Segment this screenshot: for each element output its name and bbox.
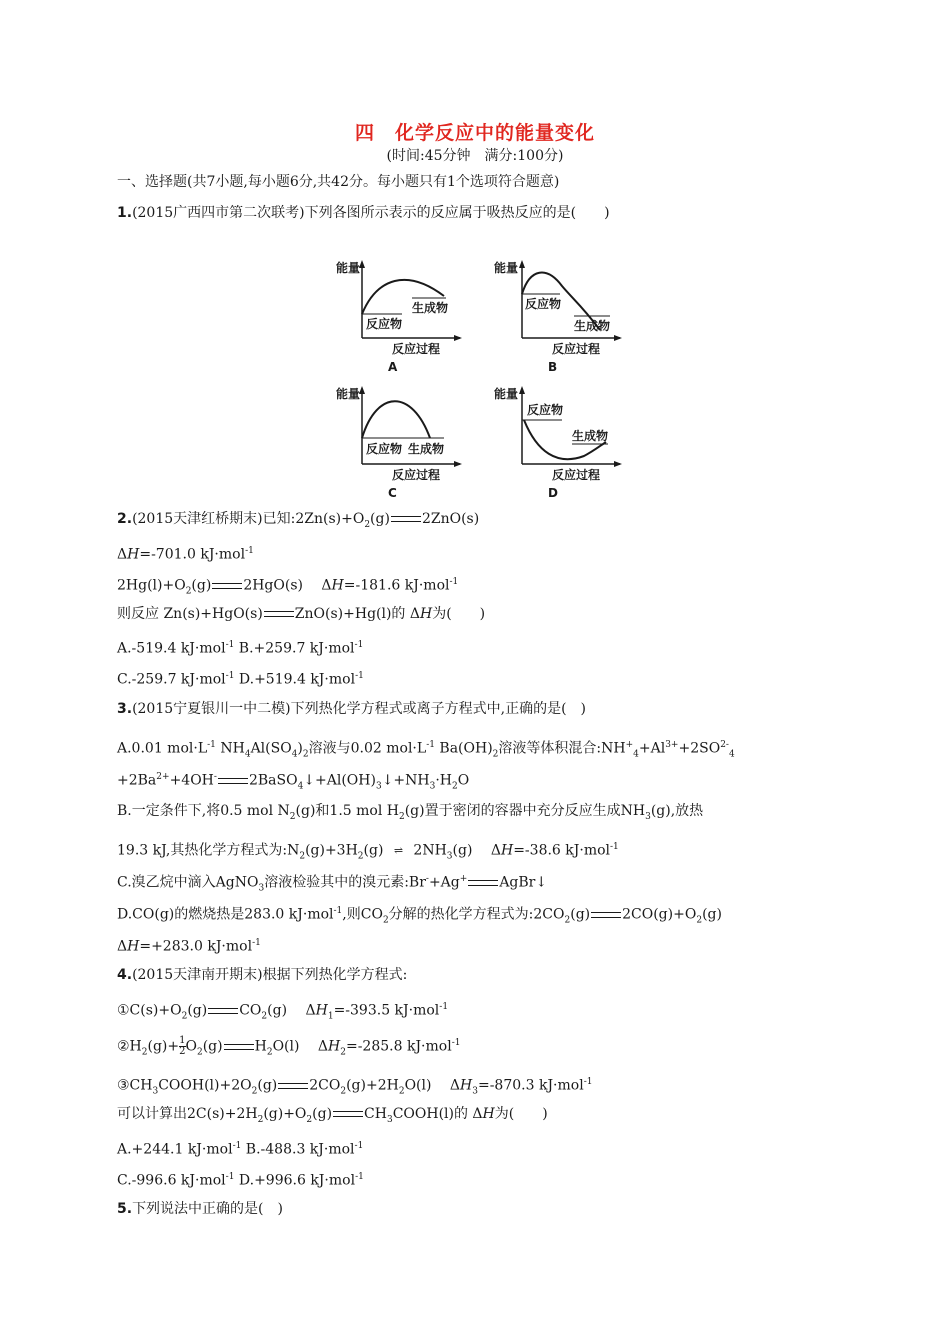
option-a: A.+244.1 kJ·mol: [117, 1141, 233, 1158]
q2-dh1: ΔH=-701.0 kJ·mol$^{-1}$: [117, 546, 254, 563]
product-label: 生成物: [412, 301, 449, 315]
product-label: 生成物: [572, 429, 609, 443]
page-title: 四 化学反应中的能量变化: [354, 122, 595, 144]
option-b: B.-488.3 kJ·mol: [245, 1141, 355, 1158]
q3-option-c: C.溴乙烷中滴入AgNO$_3$溶液检验其中的溴元素:Br-+Ag+ AgBr↓: [117, 874, 548, 894]
question-number: 3.: [117, 701, 133, 717]
page-subtitle: (时间:45分钟 满分:100分): [386, 148, 564, 164]
reactant-label: 反应物: [366, 317, 403, 331]
option-d: D.+519.4 kJ·mol: [238, 671, 356, 688]
q3-option-b-cont: 19.3 kJ,其热化学方程式为$:N_2(g)+3H_2(g)$ ⇌ $2NH_3(g)$ ΔH=-38.6 kJ·mol$^{-1}$: [117, 842, 619, 862]
reactant-label: 反应物: [366, 442, 403, 456]
reactant-label: 反应物: [527, 403, 564, 417]
q2-prompt: 则反应 Zn(s)+HgO(s) ZnO(s)+Hg(l)的 ΔH为( ): [117, 606, 486, 622]
q3-option-d-cont: ΔH=+283.0 kJ·mol$^{-1}$: [117, 938, 261, 955]
q4-equation-2: $②H_2(g)+$ $\frac{1}{2}$ $O_2(g)$ $H_2O(l)$ $\Delta H_2=-285.8$ kJ·mol$^{-1}$: [117, 1035, 461, 1058]
product-label: 生成物: [408, 442, 445, 456]
option-c: C.-259.7 kJ·mol: [117, 671, 226, 688]
q3-option-d: D.CO(g)的燃烧热是283.0 kJ·mol$^{-1}$,则$CO_2$分解的热化学方程式为$:2CO_2(g)$ $2CO(g)+O_2(g)$: [117, 906, 722, 926]
energy-label: 能量: [494, 261, 519, 275]
q3-option-b: B.一定条件下,将0.5 mol $N_2(g)$和1.5 mol $H_2(g)$置于密闭的容器中充分反应生成$NH_3(g)$,放热: [117, 803, 704, 822]
q2-equation-2: $2Hg(l)+O_2(g)$ 2HgO(s) ΔH=-181.6 kJ·mol$^{-1}$: [117, 577, 459, 597]
option-d: D.+996.6 kJ·mol: [238, 1172, 356, 1189]
option-b: B.+259.7 kJ·mol: [238, 640, 355, 657]
energy-label: 能量: [336, 387, 361, 401]
question-text: (2015宁夏银川一中二模)下列热化学方程式或离子方程式中,正确的是( ): [132, 701, 586, 717]
graph-d: [492, 384, 622, 502]
q3-option-a-cont: $+2Ba^{2+}+4OH^-$ $2BaSO_4↓+Al(OH)_3↓+NH_3\cdot H_2O$: [117, 772, 470, 792]
q3-option-a: A.0.01 $mol\cdot L^{-1}$ $NH_4Al(SO_4)_2$溶液与0.02 $mol\cdot L^{-1}$ $Ba(OH)_2$溶液等体积混合$:NH^+_4+Al^{3+}+2SO^{2-}_4$: [117, 740, 735, 760]
question-2: 2.(2015天津红桥期末)已知$:2Zn(s)+O_2(g)$ 2ZnO(s): [117, 511, 480, 530]
x-axis-label: 反应过程: [392, 468, 441, 482]
reactant-label: 反应物: [525, 297, 562, 311]
x-axis-label: 反应过程: [552, 468, 601, 482]
q4-equation-3: $③CH_3COOH(l)+2O_2(g)$ $2CO_2(g)+2H_2O(l)$ $\Delta H_3=-870.3$ kJ·mol$^{-1}$: [117, 1077, 593, 1097]
question-number: 1.: [117, 205, 133, 221]
question-text: 下列说法中正确的是( ): [132, 1201, 283, 1217]
q4-equation-1: $①C(s)+O_2(g)$ $CO_2(g)$ $\Delta H_1=-393.5$ kJ·mol$^{-1}$: [117, 1002, 449, 1022]
section-heading: 一、选择题(共7小题,每小题6分,共42分。每小题只有1个选项符合题意): [117, 174, 560, 190]
question-text: (2015天津南开期末)根据下列热化学方程式:: [132, 967, 408, 983]
q4-prompt: 可以计算出$2C(s)+2H_2(g)+O_2(g)$ $CH_3COOH(l)$的 ΔH为( ): [117, 1106, 548, 1125]
x-axis-label: 反应过程: [392, 342, 441, 356]
question-number: 5.: [117, 1201, 133, 1217]
question-5: [117, 1200, 283, 1218]
energy-label: 能量: [494, 387, 519, 401]
question-text: (2015广西四市第二次联考)下列各图所示表示的反应属于吸热反应的是( ): [132, 205, 610, 221]
x-axis-label: 反应过程: [552, 342, 601, 356]
q2-options-ab: A.-519.4 kJ·mol$^{-1}$ B.+259.7 kJ·mol$^{-1}$: [117, 640, 364, 657]
graph-letter: B: [548, 360, 558, 374]
graph-letter: C: [388, 486, 397, 500]
question-number: 4.: [117, 967, 133, 983]
graph-c: [332, 384, 462, 502]
question-3: [117, 700, 586, 718]
q2-options-cd: C.-259.7 kJ·mol$^{-1}$ D.+519.4 kJ·mol$^{-1}$: [117, 671, 364, 688]
question-number: 2.: [117, 511, 133, 527]
option-a: A.-519.4 kJ·mol: [117, 640, 226, 657]
graph-letter: D: [548, 486, 558, 500]
q4-options-ab: A.+244.1 kJ·mol$^{-1}$ B.-488.3 kJ·mol$^{-1}$: [117, 1141, 364, 1158]
energy-label: 能量: [336, 261, 361, 275]
option-c: C.-996.6 kJ·mol: [117, 1172, 226, 1189]
q4-options-cd: C.-996.6 kJ·mol$^{-1}$ D.+996.6 kJ·mol$^{-1}$: [117, 1172, 364, 1189]
graph-a: [332, 258, 462, 376]
question-1: [117, 204, 610, 222]
graph-b: [492, 258, 622, 376]
graph-letter: A: [388, 360, 398, 374]
question-4: [117, 966, 407, 984]
product-label: 生成物: [574, 319, 611, 333]
